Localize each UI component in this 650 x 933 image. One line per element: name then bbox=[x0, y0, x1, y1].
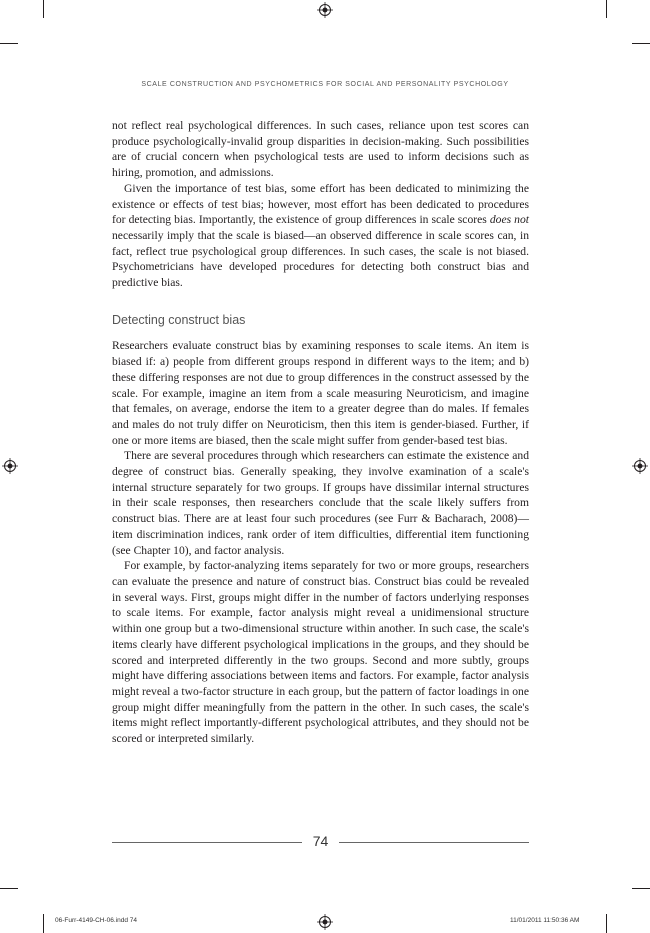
section-heading: Detecting construct bias bbox=[112, 312, 246, 327]
slug-filename: 06-Furr-4149-CH-06.indd 74 bbox=[55, 917, 138, 924]
slug-datetime: 11/01/2011 11:50:36 AM bbox=[510, 917, 580, 924]
paragraph: Researchers evaluate construct bias by examining responses to scale items. An item is biased if: a) people from different groups respond in different ways to the item; and b) these differing responses are not due to group differences in the construct assessed by the scale. For example, imagine an item from a scale measuring Neuroticism, and imagine that females, on average, endorse the item to a greater degree than do males. If females and males do not truly differ on Neuroticism, then this item is gender-biased. Further, if one or more items are biased, then the scale might suffer from gender-based test bias. bbox=[112, 339, 529, 447]
registration-mark-icon bbox=[317, 914, 333, 930]
body-text bbox=[112, 118, 529, 747]
paragraph: not reflect real psychological differences. In such cases, reliance upon test scores can produce psychologically-invalid group disparities in decision-making. Such possibilities are of crucial concern when psychological tests are used to inform decisions such as hiring, promotion, and admissions. bbox=[112, 119, 529, 180]
crop-mark bbox=[606, 914, 607, 933]
page-number: 74 bbox=[312, 833, 329, 849]
registration-mark-icon bbox=[2, 458, 18, 474]
crop-mark bbox=[606, 0, 607, 18]
crop-mark bbox=[0, 888, 18, 889]
registration-mark-icon bbox=[632, 458, 648, 474]
paragraph: Given the importance of test bias, some effort has been dedicated to minimizing the existence or effects of test bias; however, most effort has been dedicated to procedures for detecting bias. Importantly, the existence of group differences in scale scores does not necessarily imply that the scale is biased—an observed difference in scale scores can, in fact, reflect true psychological group differences. In such cases, the scale is not biased. Psychometricians have developed procedures for detecting both construct bias and predictive bias. bbox=[112, 181, 529, 290]
paragraph: For example, by factor-analyzing items separately for two or more groups, researchers can evaluate the presence and nature of construct bias. Construct bias could be revealed in several ways. First, groups might differ in the number of factors underlying responses to scale items. For example, factor analysis might reveal a unidimensional structure within one group but a two-dimensional structure within another. In such case, the scale's items clearly have different psychological implications in the groups, and they should be scored and interpreted differently in the two groups. Second and more subtly, groups might have differing associations between items and factors. For example, factor analysis might reveal a two-factor structure in each group, but the pattern of factor loadings in one group might differ meaningfully from the pattern in the other. In such cases, the scale's items might reflect importantly-different psychological attributes, and they should not be scored or interpreted similarly. bbox=[112, 559, 529, 746]
crop-mark bbox=[632, 888, 650, 889]
paragraph: There are several procedures through which researchers can estimate the existence and degree of construct bias. Generally speaking, they involve examination of a scale's internal structure separately for two groups. If groups have dissimilar internal structures in their scale responses, then researchers conclude that the scale likely suffers from construct bias. There are at least four such procedures (see Furr & Bacharach, 2008)—item discrimination indices, rank order of item difficulties, differential item functioning (see Chapter 10), and factor analysis. bbox=[112, 449, 529, 557]
crop-mark bbox=[0, 43, 18, 44]
emphasis: does not bbox=[489, 213, 529, 227]
page-folio bbox=[112, 833, 529, 851]
crop-mark bbox=[632, 43, 650, 44]
registration-mark-icon bbox=[317, 2, 333, 18]
running-head: SCALE CONSTRUCTION AND PSYCHOMETRICS FOR SOCIAL AND PERSONALITY PSYCHOLOGY bbox=[141, 81, 509, 88]
crop-mark bbox=[43, 0, 44, 18]
crop-mark bbox=[43, 914, 44, 933]
